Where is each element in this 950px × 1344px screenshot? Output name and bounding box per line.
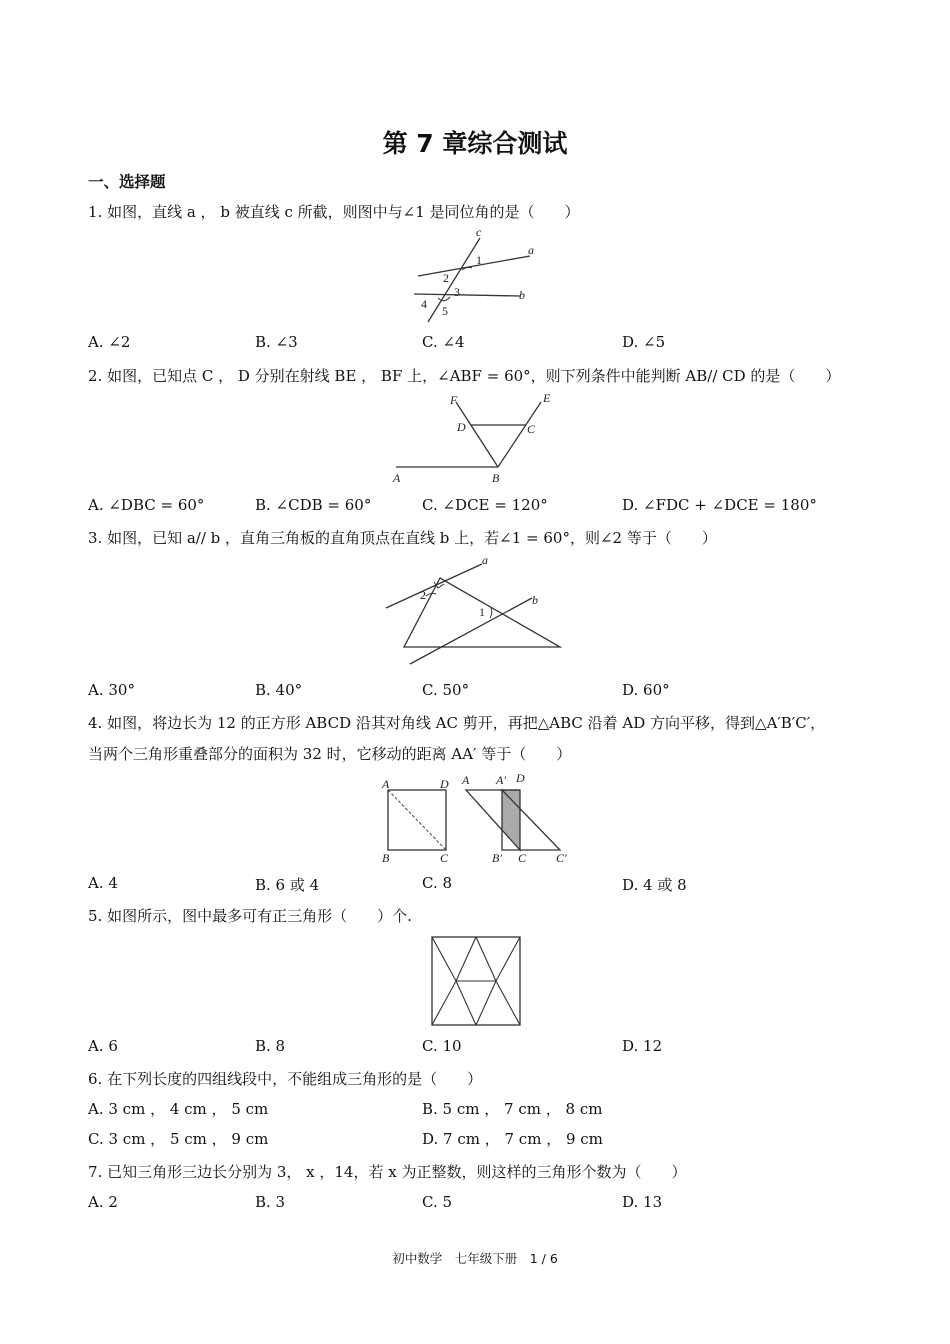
question-7-text: 7. 已知三角形三边长分别为 3， x ，14，若 x 为正整数，则这样的三角形个数为（ ） [88, 1163, 687, 1181]
q1-label-1: 1 [476, 253, 482, 267]
q1-label-2: 2 [443, 271, 449, 285]
q4-option-a[interactable]: A. 4 [88, 874, 118, 892]
q1-label-4: 4 [421, 297, 427, 311]
q4-label-D: D [440, 777, 449, 791]
section-heading: 一、选择题 [88, 173, 166, 191]
q4-label-C-shifted: C [518, 851, 527, 865]
q3-label-b: b [532, 593, 538, 607]
question-5-figure [430, 935, 522, 1027]
q4-label-D-shifted: D [516, 771, 525, 785]
q7-option-c[interactable]: C. 5 [422, 1193, 453, 1211]
q3-label-2: 2 [420, 588, 426, 602]
q6-option-d[interactable]: D. 7 cm ， 7 cm ， 9 cm [422, 1130, 603, 1148]
question-6-text: 6. 在下列长度的四组线段中，不能组成三角形的是（ ） [88, 1070, 483, 1088]
q2-label-E: E [543, 391, 551, 405]
q3-option-a[interactable]: A. 30° [88, 681, 135, 699]
question-3-figure [382, 550, 572, 668]
q4-label-A-prime: A′ [496, 773, 506, 787]
q5-option-c[interactable]: C. 10 [422, 1037, 462, 1055]
q1-label-c: c [476, 225, 482, 239]
q5-option-b[interactable]: B. 8 [255, 1037, 286, 1055]
question-4-text-line-1: 4. 如图，将边长为 12 的正方形 ABCD 沿其对角线 AC 剪开，再把△ABC 沿着 AD 方向平移，得到△A′B′C′， [88, 714, 826, 732]
q2-option-a[interactable]: A. ∠DBC = 60° [88, 496, 205, 514]
q7-option-b[interactable]: B. 3 [255, 1193, 286, 1211]
q1-option-d[interactable]: D. ∠5 [622, 333, 666, 351]
question-4-text-line-2: 当两个三角形重叠部分的面积为 32 时，它移动的距离 AA′ 等于（ ） [88, 745, 572, 763]
q4-label-A-shifted: A [462, 773, 470, 787]
q2-option-c[interactable]: C. ∠DCE = 120° [422, 496, 548, 514]
q5-option-a[interactable]: A. 6 [88, 1037, 118, 1055]
q4-label-C-prime: C′ [556, 851, 567, 865]
q1-option-c[interactable]: C. ∠4 [422, 333, 465, 351]
q2-label-C: C [527, 422, 536, 436]
q4-option-b[interactable]: B. 6 或 4 [255, 876, 320, 894]
q2-option-d[interactable]: D. ∠FDC + ∠DCE = 180° [622, 496, 817, 514]
question-5-text: 5. 如图所示，图中最多可有正三角形（ ）个. [88, 907, 412, 925]
question-2-text: 2. 如图，已知点 C ， D 分别在射线 BE ， BF 上，∠ABF = 60°，则下列条件中能判断 AB// CD 的是（ ） [88, 367, 841, 385]
page-footer: 初中数学 七年级下册 1 / 6 [392, 1251, 558, 1266]
question-1-text: 1. 如图，直线 a ， b 被直线 c 所截，则图中与∠1 是同位角的是（ ） [88, 203, 580, 221]
q3-label-a: a [482, 553, 488, 567]
q4-option-c[interactable]: C. 8 [422, 874, 453, 892]
q4-label-C: C [440, 851, 449, 865]
q1-label-3: 3 [454, 285, 460, 299]
q2-label-A: A [393, 471, 401, 485]
q6-option-a[interactable]: A. 3 cm ， 4 cm ， 5 cm [88, 1100, 269, 1118]
question-4-figure [378, 770, 578, 866]
q4-option-d[interactable]: D. 4 或 8 [622, 876, 687, 894]
q1-option-b[interactable]: B. ∠3 [255, 333, 298, 351]
q2-label-D: D [457, 420, 466, 434]
page-title: 第 7 章综合测试 [382, 129, 568, 158]
q7-option-a[interactable]: A. 2 [88, 1193, 118, 1211]
q3-option-c[interactable]: C. 50° [422, 681, 470, 699]
question-3-text: 3. 如图，已知 a// b ，直角三角板的直角顶点在直线 b 上，若∠1 = 60°，则∠2 等于（ ） [88, 529, 717, 547]
q3-option-b[interactable]: B. 40° [255, 681, 303, 699]
q2-option-b[interactable]: B. ∠CDB = 60° [255, 496, 372, 514]
q2-label-B: B [492, 471, 500, 485]
q4-label-B-prime: B′ [492, 851, 502, 865]
q4-label-B: B [382, 851, 390, 865]
q2-label-F: F [450, 393, 458, 407]
q1-label-5: 5 [442, 304, 448, 318]
question-1-figure [410, 226, 550, 326]
q3-option-d[interactable]: D. 60° [622, 681, 670, 699]
q4-label-A: A [382, 777, 390, 791]
q1-label-b: b [519, 288, 525, 302]
q7-option-d[interactable]: D. 13 [622, 1193, 663, 1211]
question-2-figure [388, 390, 563, 486]
q1-label-a: a [528, 243, 534, 257]
q5-option-d[interactable]: D. 12 [622, 1037, 663, 1055]
q3-label-1: 1 [479, 605, 485, 619]
q6-option-c[interactable]: C. 3 cm ， 5 cm ， 9 cm [88, 1130, 269, 1148]
q1-option-a[interactable]: A. ∠2 [88, 333, 131, 351]
q6-option-b[interactable]: B. 5 cm ， 7 cm ， 8 cm [422, 1100, 603, 1118]
